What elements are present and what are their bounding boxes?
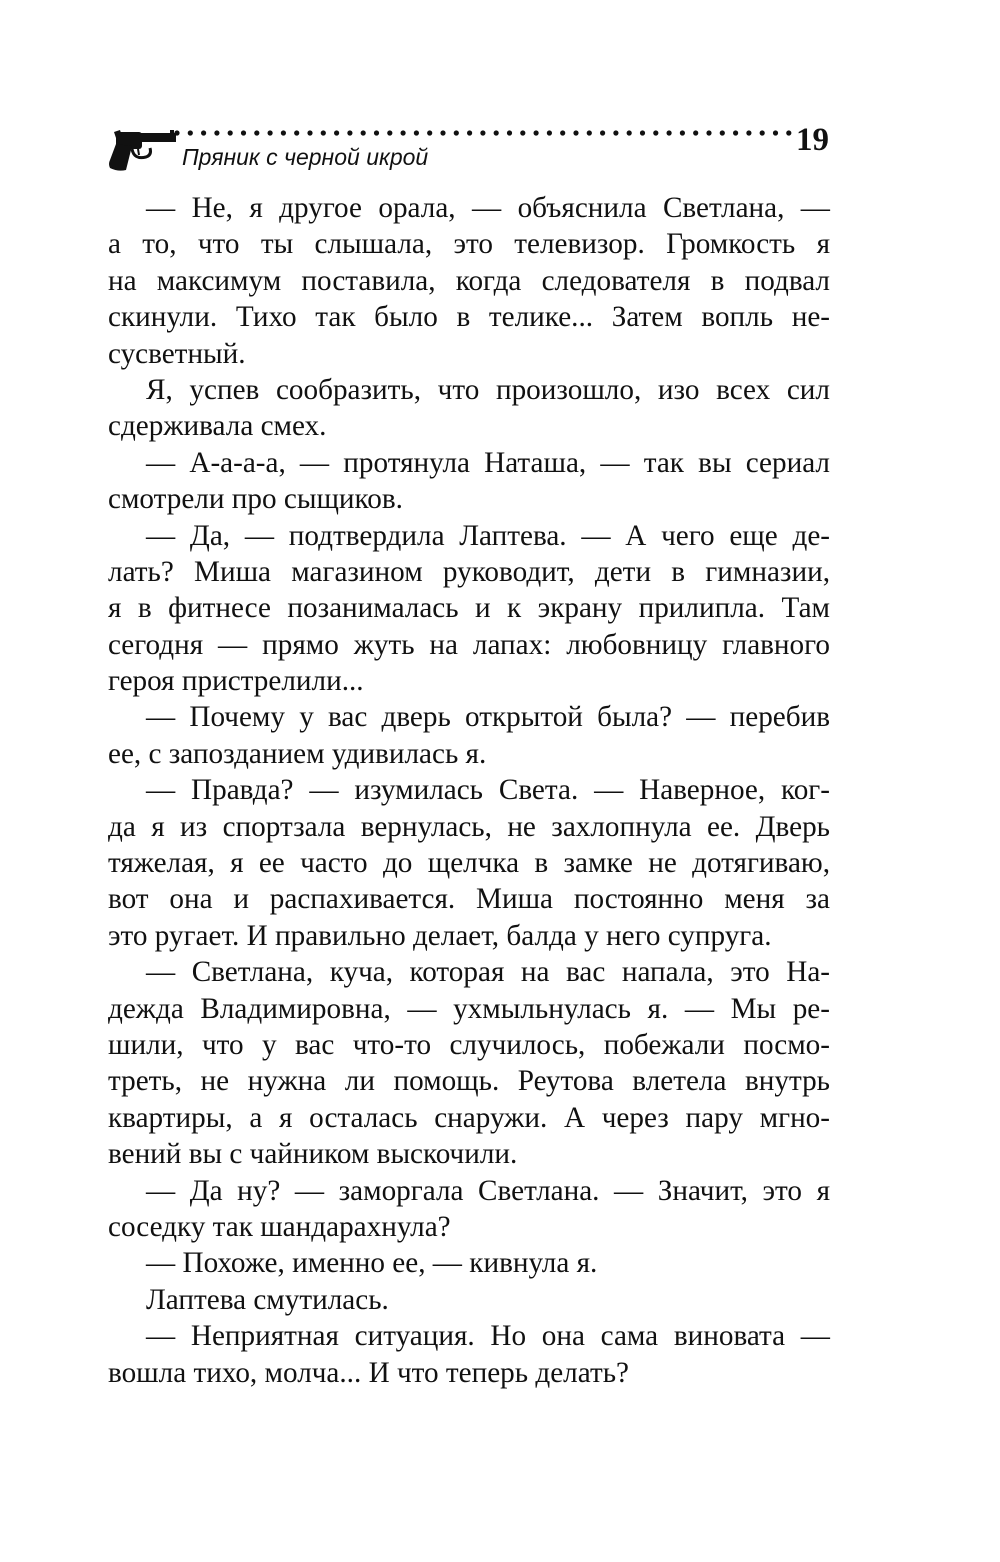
text-line: ее, с запозданием удивилась я. xyxy=(108,737,487,770)
text-line: Я, успев сообразить, что произошло, изо всех сил xyxy=(146,373,830,406)
text-line: треть, не нужна ли помощь. Реутова влетела внутрь xyxy=(108,1065,830,1098)
paragraph xyxy=(108,772,830,954)
paragraph xyxy=(108,1318,830,1391)
text-line: да я из спортзала вернулась, не захлопнула ее. Дверь xyxy=(108,810,830,843)
text-line: сусветный. xyxy=(108,337,246,370)
text-line: — Да, — подтвердила Лаптева. — А чего еще де- xyxy=(146,519,830,552)
text-line: героя пристрелили... xyxy=(108,665,364,698)
text-line: дежда Владимировна, — ухмыльнулась я. — Мы ре- xyxy=(108,992,830,1025)
running-header xyxy=(108,118,833,178)
text-line: это ругает. И правильно делает, балда у него супруга. xyxy=(108,919,772,952)
text-line: скинули. Тихо так было в телике... Затем вопль не- xyxy=(108,301,830,334)
text-line: вений вы с чайником выскочили. xyxy=(108,1138,518,1171)
text-line: вошла тихо, молча... И что теперь делать? xyxy=(108,1356,629,1389)
body-text xyxy=(108,190,830,1391)
text-line: сегодня — прямо жуть на лапах: любовницу главного xyxy=(108,628,830,661)
paragraph xyxy=(108,1282,830,1318)
text-line: — Неприятная ситуация. Но она сама виновата — xyxy=(146,1320,830,1353)
paragraph xyxy=(108,954,830,1172)
text-line: сдерживала смех. xyxy=(108,410,327,443)
text-line: — Почему у вас дверь открытой была? — перебив xyxy=(146,701,830,734)
text-line: — Да ну? — заморгала Светлана. — Значит, это я xyxy=(146,1174,830,1207)
text-line: — Не, я другое орала, — объяснила Светлана, — xyxy=(146,192,830,224)
paragraph xyxy=(108,699,830,772)
text-line: шили, что у вас что-то случилось, побежали посмо- xyxy=(108,1028,830,1061)
page-number: 19 xyxy=(796,122,829,158)
paragraph xyxy=(108,1245,830,1281)
paragraph xyxy=(108,372,830,445)
text-line: вот она и распахивается. Миша постоянно меня за xyxy=(108,883,830,916)
dotted-rule xyxy=(174,130,794,136)
paragraph xyxy=(108,445,830,518)
text-line: тяжелая, я ее часто до щелчка в замке не дотягиваю, xyxy=(108,847,830,880)
text-line: квартиры, а я осталась снаружи. А через пару мгно- xyxy=(108,1101,830,1134)
text-line: на максимум поставила, когда следователя в подвал xyxy=(108,264,830,297)
text-line: лать? Миша магазином руководит, дети в гимназии, xyxy=(108,555,830,588)
text-line: — Светлана, куча, которая на вас напала, это На- xyxy=(146,956,830,989)
paragraph xyxy=(108,190,830,372)
revolver-icon xyxy=(108,130,178,172)
text-line: — Похоже, именно ее, — кивнула я. xyxy=(146,1247,598,1280)
text-line: Лаптева смутилась. xyxy=(146,1283,389,1316)
paragraph xyxy=(108,518,830,700)
running-title: Пряник с черной икрой xyxy=(182,144,429,170)
text-line: — А-а-а-а, — протянула Наташа, — так вы сериал xyxy=(146,446,830,479)
text-line: соседку так шандарахнула? xyxy=(108,1210,451,1243)
paragraph xyxy=(108,1173,830,1246)
text-line: смотрели про сыщиков. xyxy=(108,483,403,516)
text-line: а то, что ты слышала, это телевизор. Громкость я xyxy=(108,228,830,261)
text-line: я в фитнесе позанималась и к экрану прилипла. Там xyxy=(108,592,830,625)
text-line: — Правда? — изумилась Света. — Наверное, ког- xyxy=(146,774,830,807)
